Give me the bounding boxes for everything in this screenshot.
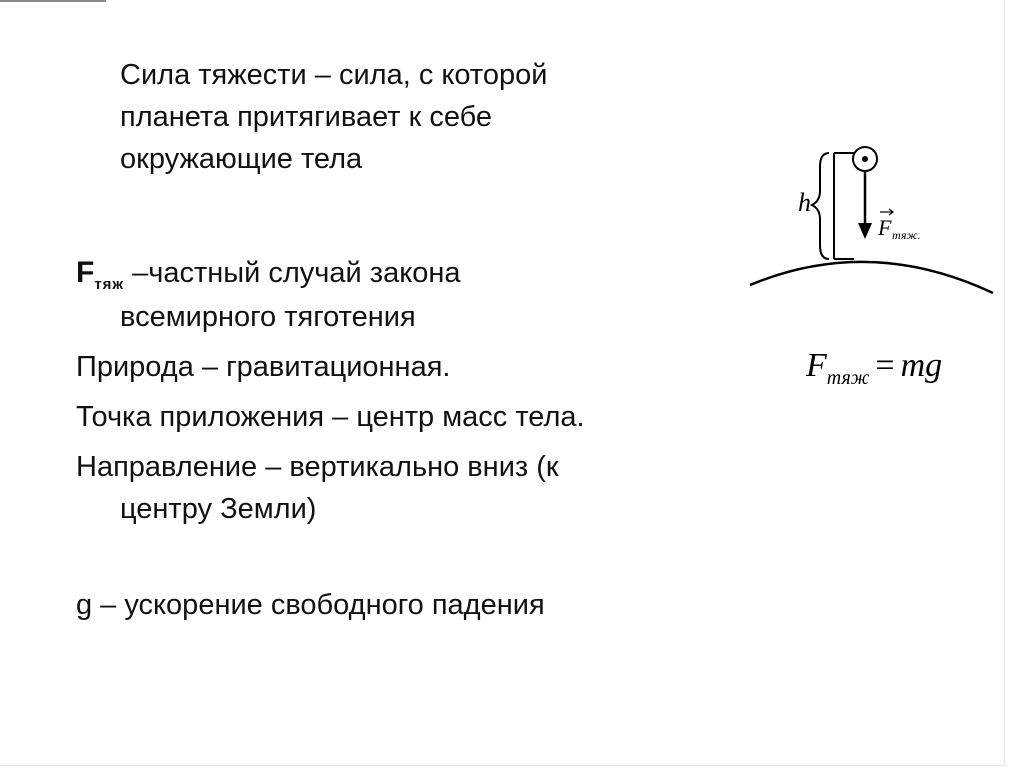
height-brace [812,153,829,259]
direction-line-2: центру Земли) [120,493,317,525]
definition-line-2: планета притягивает к себе [120,101,493,133]
formula-lhs: F [806,347,827,384]
formula-rhs: mg [900,347,943,384]
height-label: h [798,188,811,217]
planet-surface-arc [750,262,993,293]
gravity-formula [806,346,942,390]
special-case-text: –частный случай закона [124,257,461,289]
definition-line-3: окружающие тела [120,143,363,175]
force-arrow-head [858,223,872,239]
corner-mark [0,0,106,2]
special-case-line-2: всемирного тяготения [120,301,416,333]
gravity-diagram [740,135,1002,300]
force-label-subscript: тяж. [892,228,921,242]
force-subscript: тяж [94,276,125,293]
application-point-line: Точка приложения – центр масс тела. [76,401,585,433]
nature-line: Природа – гравитационная. [76,351,451,383]
center-of-mass-dot [862,156,868,162]
special-case-line-1 [76,252,461,299]
formula-lhs-subscript: тяж [826,367,870,389]
force-symbol: F [76,256,95,289]
g-definition-line: g – ускорение свободного падения [76,589,545,621]
direction-line-1: Направление – вертикально вниз (к [76,451,559,483]
force-label: F [878,215,892,240]
formula-equals: = [875,347,895,384]
definition-line-1: Сила тяжести – сила, с которой [120,59,548,91]
